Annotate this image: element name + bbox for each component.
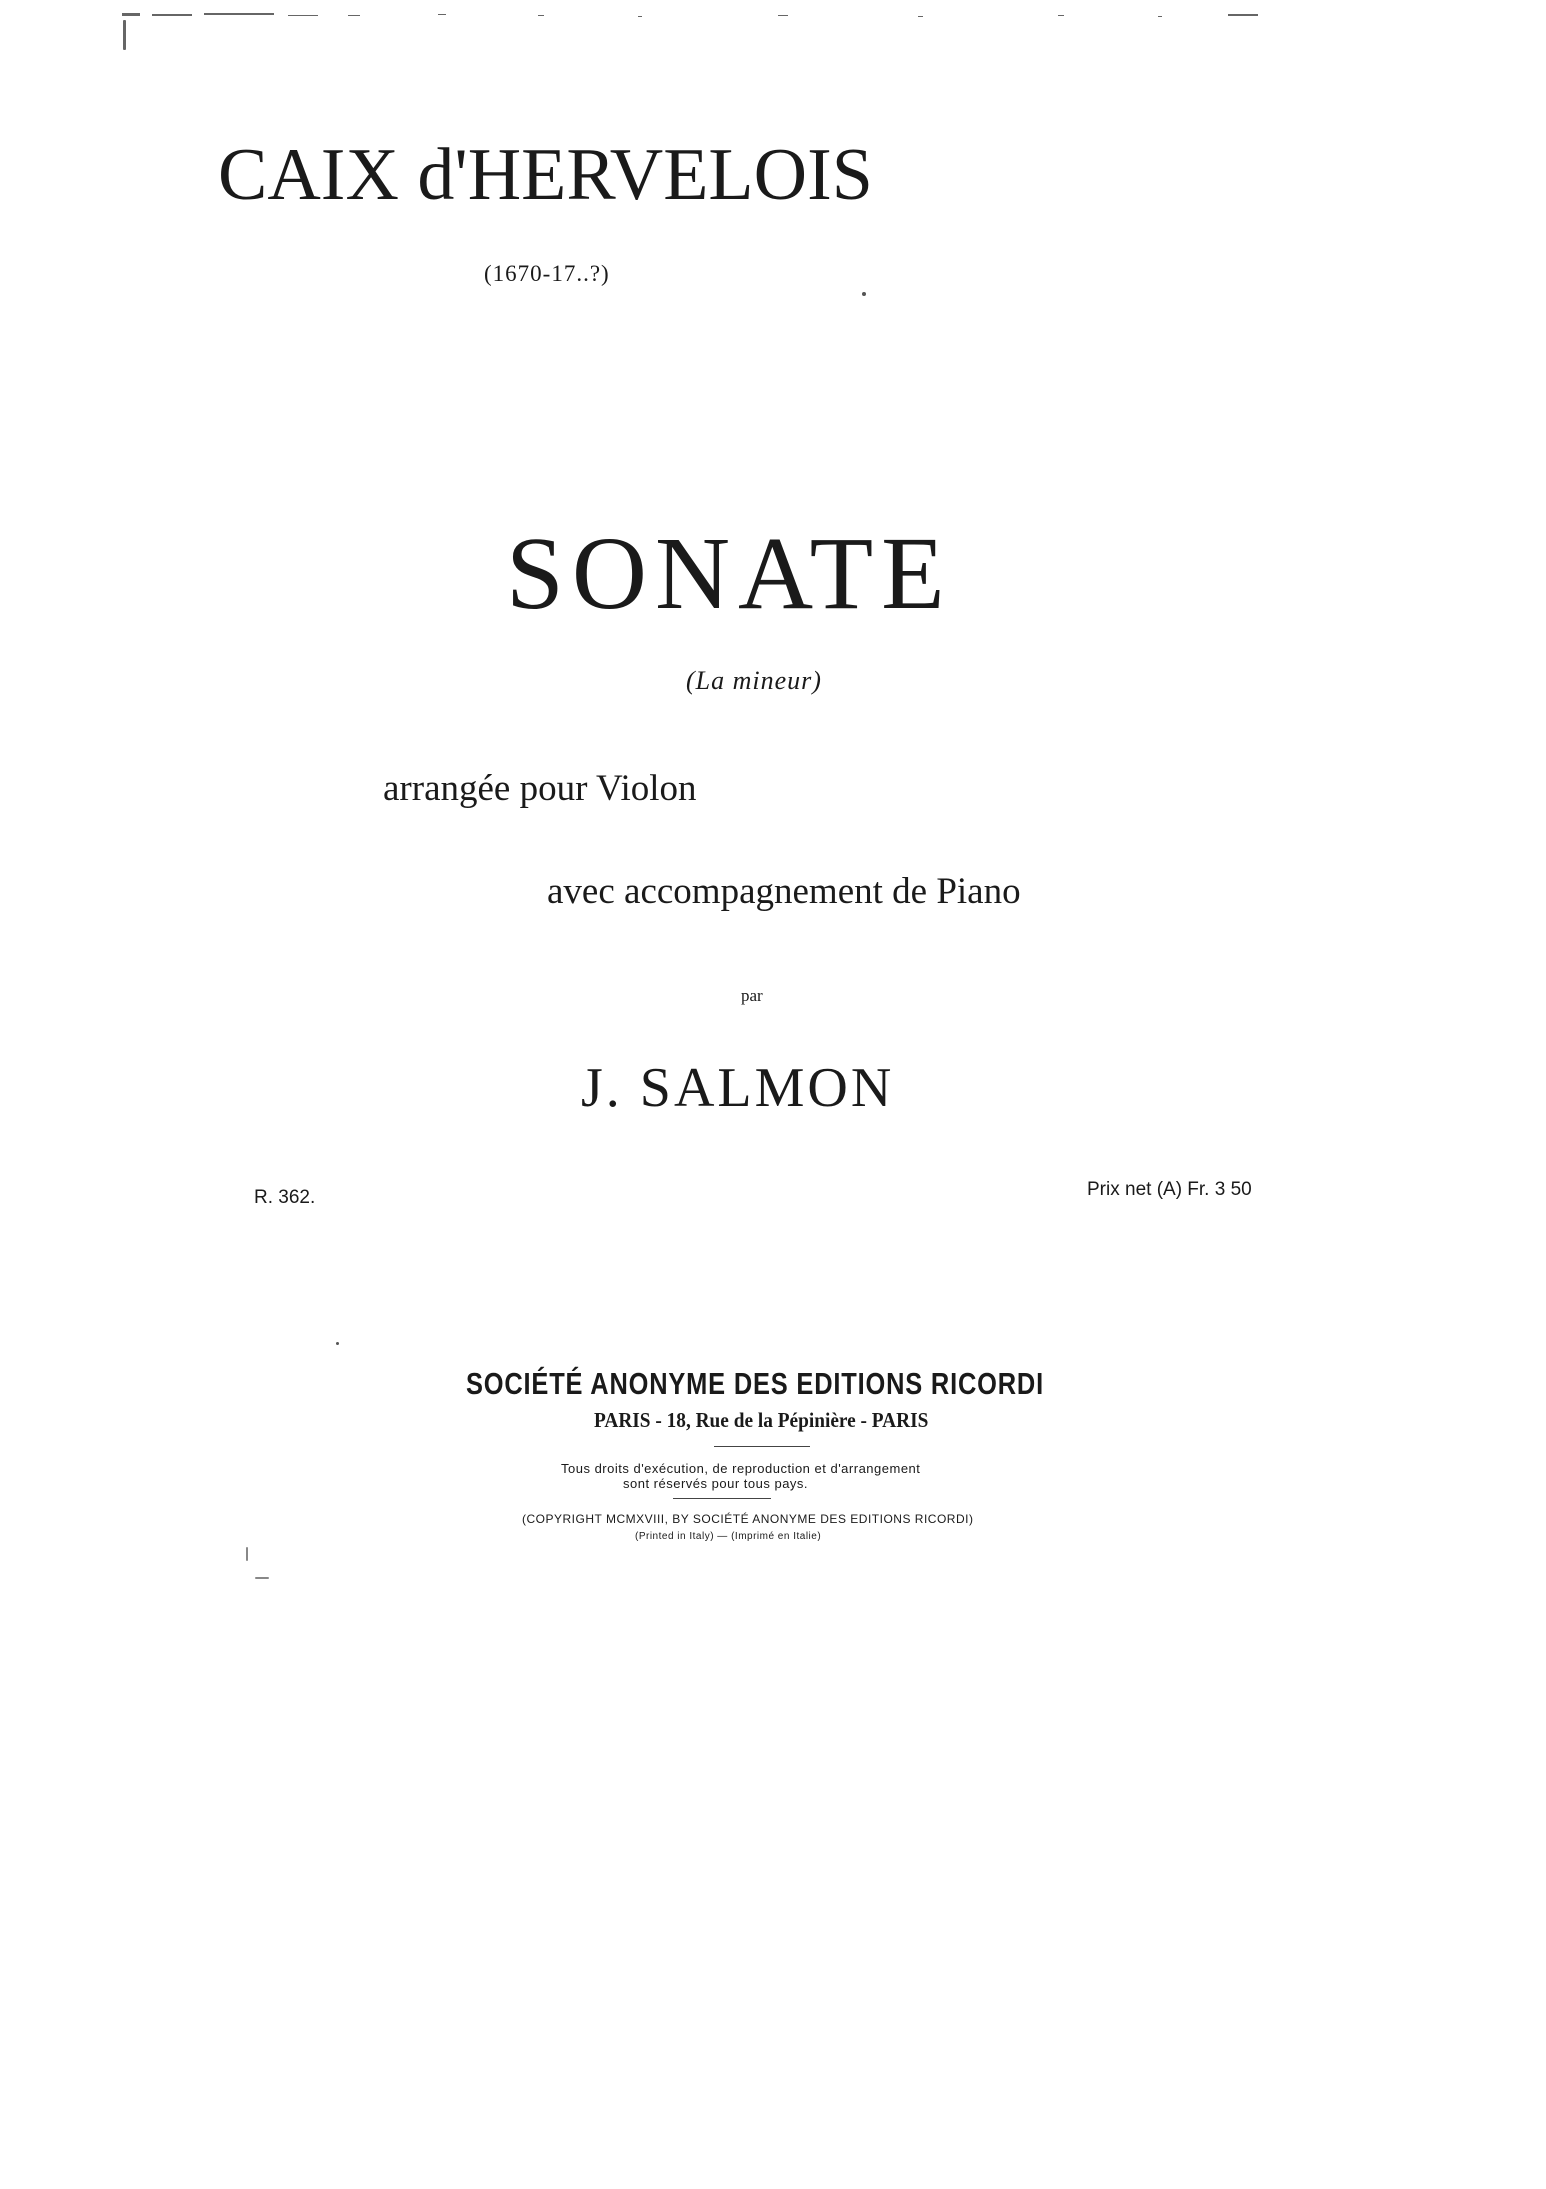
scan-speck (255, 1577, 269, 1579)
scan-speck (123, 20, 126, 50)
scan-noise-top (118, 10, 1298, 24)
publisher-address: PARIS - 18, Rue de la Pépinière - PARIS (594, 1408, 929, 1432)
printed-in-notice: (Printed in Italy) — (Imprimé en Italie) (635, 1531, 822, 1542)
work-title: SONATE (506, 516, 953, 631)
scan-speck (336, 1342, 339, 1345)
composer-name: CAIX d'HERVELOIS (218, 134, 873, 216)
arrangement-line-1: arrangée pour Violon (383, 768, 697, 809)
copyright-notice: (COPYRIGHT MCMXVIII, BY SOCIÉTÉ ANONYME DES EDITIONS RICORDI) (522, 1512, 974, 1526)
arranger-name: J. SALMON (581, 1057, 895, 1119)
work-key: (La mineur) (686, 666, 822, 695)
price: Prix net (A) Fr. 3 50 (1087, 1179, 1252, 1200)
scan-speck (246, 1547, 248, 1561)
rights-notice-line-2: sont réservés pour tous pays. (623, 1476, 809, 1491)
divider-rule (673, 1498, 771, 1499)
scan-speck (862, 292, 866, 296)
rights-notice-line-1: Tous droits d'exécution, de reproduction et d'arrangement (561, 1461, 921, 1476)
arrangement-line-2: avec accompagnement de Piano (547, 871, 1021, 912)
by-label: par (741, 986, 763, 1005)
catalog-number: R. 362. (254, 1187, 316, 1208)
divider-rule (714, 1446, 810, 1447)
publisher-name: SOCIÉTÉ ANONYME DES EDITIONS RICORDI (466, 1366, 1044, 1401)
composer-dates: (1670-17..?) (484, 261, 610, 286)
